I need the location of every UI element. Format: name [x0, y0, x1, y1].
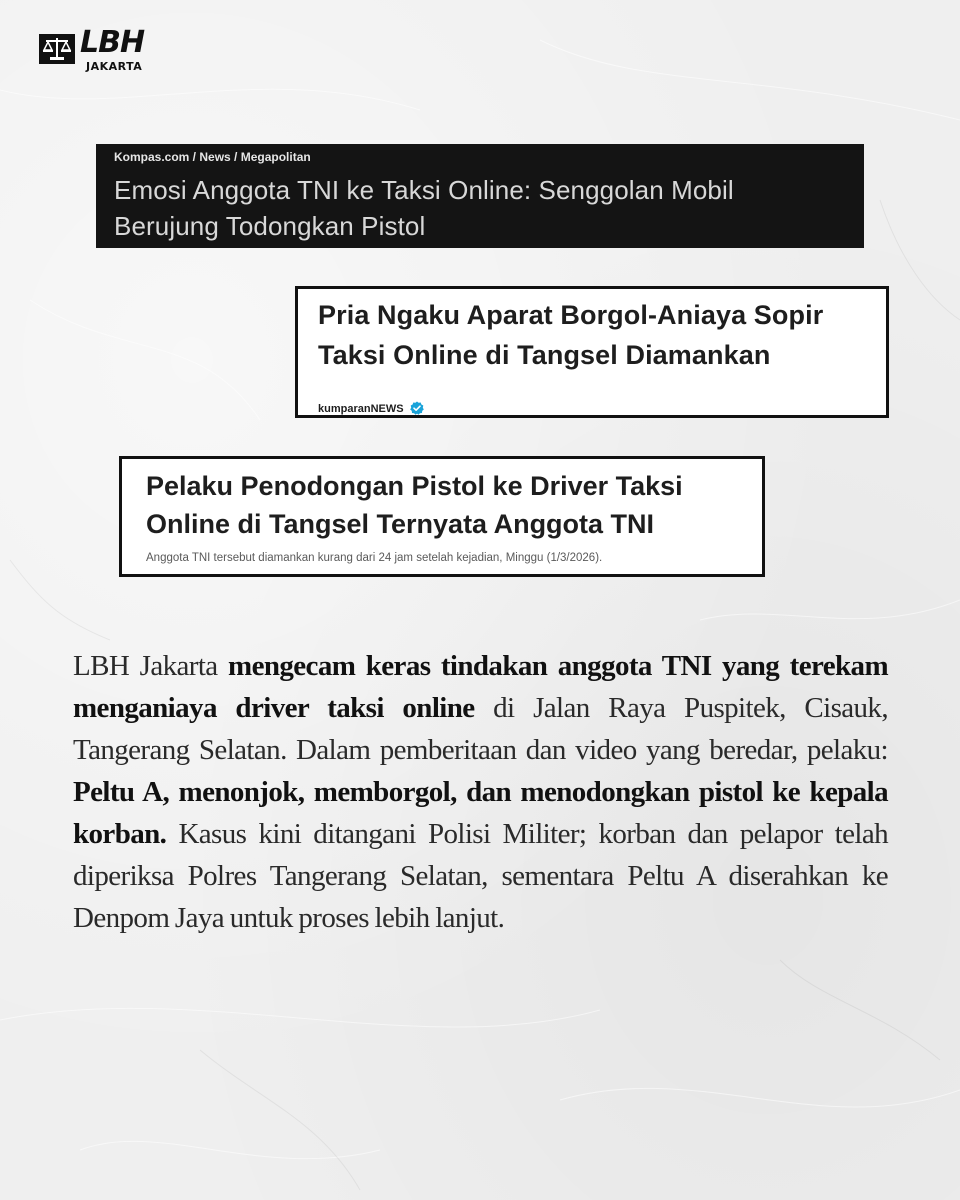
statement-text-1: LBH Jakarta	[73, 650, 229, 682]
headline-line-2: Berujung Todongkan Pistol	[114, 211, 426, 241]
brand-title: LBH	[80, 25, 145, 60]
news-card-third	[119, 456, 765, 577]
headline	[114, 172, 846, 244]
statement-text-2: di Jalan Raya Puspitek, Cisauk, Tangerang Selatan. Dalam pemberitaan dan video yang beredar, pelaku:	[73, 692, 888, 766]
headline	[146, 467, 748, 543]
source-label	[318, 401, 424, 415]
statement-text-3: Kasus kini ditangani Polisi Militer; korban dan pelapor telah diperiksa Polres Tangerang Selatan, sementara Peltu A diserahkan ke Denpom Jaya untuk proses lebih lanjut.	[73, 818, 888, 934]
verified-check-icon	[410, 401, 424, 415]
headline	[318, 295, 872, 375]
scales-of-justice-icon	[38, 30, 76, 68]
headline-line-1: Pelaku Penodongan Pistol ke Driver Taksi	[146, 471, 683, 501]
news-card-kumparan	[295, 286, 889, 418]
lbh-jakarta-logo	[38, 25, 158, 78]
article-caption: Anggota TNI tersebut diamankan kurang dari 24 jam setelah kejadian, Minggu (1/3/2026).	[146, 552, 603, 564]
news-card-kompas	[96, 144, 864, 248]
headline-line-1: Emosi Anggota TNI ke Taksi Online: Senggolan Mobil	[114, 175, 734, 205]
source-name: kumparanNEWS	[318, 403, 404, 415]
statement-paragraph	[73, 646, 888, 940]
headline-line-1: Pria Ngaku Aparat Borgol-Aniaya Sopir	[318, 300, 824, 330]
headline-line-2: Taksi Online di Tangsel Diamankan	[318, 340, 771, 370]
breadcrumb: Kompas.com / News / Megapolitan	[114, 150, 311, 164]
statement-bold-2: Peltu A, menonjok, memborgol, dan menodongkan pistol ke kepala korban.	[73, 776, 888, 850]
statement-bold-1: mengecam keras tindakan anggota TNI yang terekam menganiaya driver taksi online	[73, 650, 888, 724]
headline-line-2: Online di Tangsel Ternyata Anggota TNI	[146, 509, 655, 539]
brand-subtitle: JAKARTA	[86, 60, 143, 73]
